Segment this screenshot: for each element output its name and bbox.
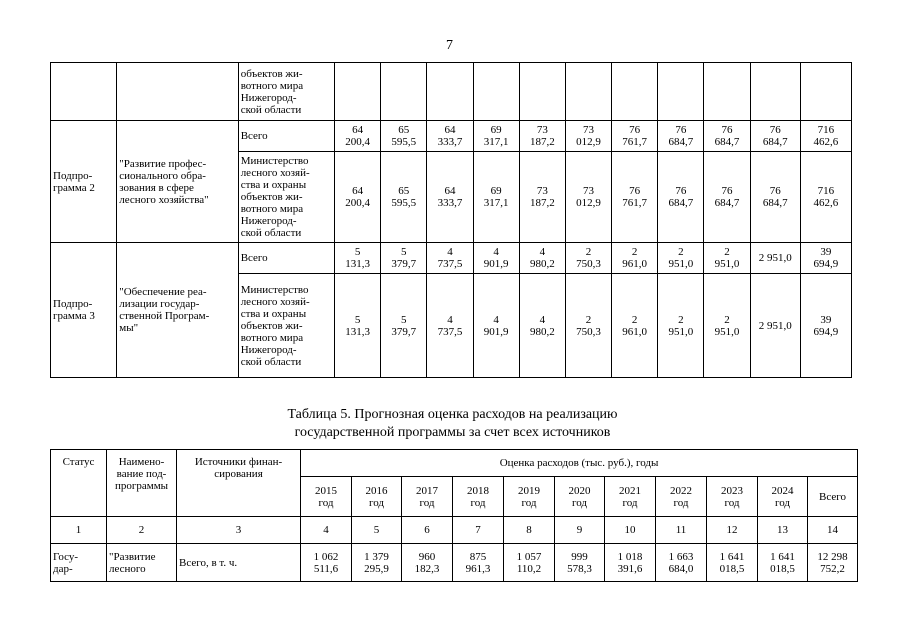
value-cell: 2 951,0 — [750, 243, 800, 274]
column-number: 8 — [504, 517, 555, 544]
value-cell: 5 379,7 — [381, 274, 427, 378]
value-cell: 4 901,9 — [473, 243, 519, 274]
funding-table-continued — [50, 62, 852, 378]
empty-value-cell — [750, 63, 800, 121]
value-cell: 5 131,3 — [335, 274, 381, 378]
value-cell: 76 684,7 — [704, 152, 750, 243]
subprogram-status: Подпро- грамма 3 — [51, 243, 117, 378]
value-cell: 64 333,7 — [427, 121, 473, 152]
table-caption-line-2: государственной программы за счет всех источников — [294, 425, 611, 440]
empty-status-cell — [51, 63, 117, 121]
value-cell: 2 951,0 — [750, 274, 800, 378]
funding-source-cell: Всего — [238, 243, 334, 274]
empty-name-cell — [117, 63, 238, 121]
header-year: 2024 год — [758, 477, 808, 517]
column-number: 9 — [555, 517, 605, 544]
column-number: 5 — [352, 517, 402, 544]
value-cell: 2 951,0 — [658, 274, 704, 378]
column-number: 6 — [402, 517, 453, 544]
value-cell: 76 761,7 — [612, 121, 658, 152]
value-cell: 1 641 018,5 — [707, 544, 758, 582]
header-year: 2016 год — [352, 477, 402, 517]
value-cell: 875 961,3 — [453, 544, 504, 582]
empty-value-cell — [473, 63, 519, 121]
value-cell: 2 951,0 — [704, 274, 750, 378]
value-cell: 5 379,7 — [381, 243, 427, 274]
value-cell: 2 961,0 — [612, 243, 658, 274]
value-cell: 39 694,9 — [800, 243, 851, 274]
funding-source-cell: Министерство лесного хозяй- ства и охраны объектов жи- вотного мира Нижегород- ской области — [238, 152, 334, 243]
subprogram-name: "Развитие профес- сионального обра- зования в сфере лесного хозяйства" — [117, 121, 238, 243]
empty-value-cell — [335, 63, 381, 121]
value-cell: 4 980,2 — [519, 243, 565, 274]
value-cell: 76 761,7 — [612, 152, 658, 243]
header-estimate: Оценка расходов (тыс. руб.), годы — [301, 450, 858, 477]
header-year: Всего — [808, 477, 858, 517]
value-cell: 76 684,7 — [750, 121, 800, 152]
value-cell: 2 750,3 — [565, 243, 611, 274]
value-cell: 716 462,6 — [800, 121, 851, 152]
column-number: 12 — [707, 517, 758, 544]
header-funding-sources: Источники финан- сирования — [177, 450, 301, 517]
subprogram-status: Подпро- грамма 2 — [51, 121, 117, 243]
funding-source-cell: Всего — [238, 121, 334, 152]
value-cell: 1 062 511,6 — [301, 544, 352, 582]
header-year: 2022 год — [656, 477, 707, 517]
value-cell: 1 057 110,2 — [504, 544, 555, 582]
row-name: "Развитие лесного — [107, 544, 177, 582]
value-cell: 65 595,5 — [381, 121, 427, 152]
value-cell: 76 684,7 — [750, 152, 800, 243]
value-cell: 12 298 752,2 — [808, 544, 858, 582]
value-cell: 64 200,4 — [335, 121, 381, 152]
value-cell: 1 018 391,6 — [605, 544, 656, 582]
header-subprogram-name: Наимено- вание под- программы — [107, 450, 177, 517]
value-cell: 73 187,2 — [519, 152, 565, 243]
value-cell: 73 012,9 — [565, 121, 611, 152]
empty-value-cell — [612, 63, 658, 121]
header-year: 2020 год — [555, 477, 605, 517]
row-source: Всего, в т. ч. — [177, 544, 301, 582]
funding-source-cell: объектов жи- вотного мира Нижегород- ской области — [238, 63, 334, 121]
value-cell: 76 684,7 — [704, 121, 750, 152]
value-cell: 999 578,3 — [555, 544, 605, 582]
column-number: 3 — [177, 517, 301, 544]
value-cell: 4 737,5 — [427, 243, 473, 274]
value-cell: 4 901,9 — [473, 274, 519, 378]
column-number: 11 — [656, 517, 707, 544]
funding-source-cell: Министерство лесного хозяй- ства и охраны объектов жи- вотного мира Нижегород- ской области — [238, 274, 334, 378]
header-year: 2021 год — [605, 477, 656, 517]
forecast-table — [50, 449, 858, 582]
value-cell: 2 961,0 — [612, 274, 658, 378]
empty-value-cell — [565, 63, 611, 121]
value-cell: 2 951,0 — [704, 243, 750, 274]
value-cell: 1 663 684,0 — [656, 544, 707, 582]
header-year: 2018 год — [453, 477, 504, 517]
header-year: 2017 год — [402, 477, 453, 517]
value-cell: 69 317,1 — [473, 121, 519, 152]
value-cell: 65 595,5 — [381, 152, 427, 243]
value-cell: 2 750,3 — [565, 274, 611, 378]
value-cell: 5 131,3 — [335, 243, 381, 274]
row-status: Госу- дар- — [51, 544, 107, 582]
column-number: 10 — [605, 517, 656, 544]
value-cell: 64 200,4 — [335, 152, 381, 243]
empty-value-cell — [658, 63, 704, 121]
value-cell: 76 684,7 — [658, 121, 704, 152]
table-caption-line-1: Таблица 5. Прогнозная оценка расходов на реализацию — [287, 407, 618, 422]
value-cell: 76 684,7 — [658, 152, 704, 243]
value-cell: 39 694,9 — [800, 274, 851, 378]
empty-value-cell — [704, 63, 750, 121]
column-number: 13 — [758, 517, 808, 544]
column-number: 14 — [808, 517, 858, 544]
header-year: 2023 год — [707, 477, 758, 517]
header-status: Статус — [51, 450, 107, 517]
page-number: 7 — [446, 38, 453, 53]
value-cell: 716 462,6 — [800, 152, 851, 243]
value-cell: 1 379 295,9 — [352, 544, 402, 582]
subprogram-name: "Обеспечение реа- лизации государ- ственной Програм- мы" — [117, 243, 238, 378]
header-year: 2015 год — [301, 477, 352, 517]
value-cell: 1 641 018,5 — [758, 544, 808, 582]
value-cell: 73 012,9 — [565, 152, 611, 243]
empty-value-cell — [519, 63, 565, 121]
column-number: 7 — [453, 517, 504, 544]
value-cell: 69 317,1 — [473, 152, 519, 243]
value-cell: 64 333,7 — [427, 152, 473, 243]
column-number: 1 — [51, 517, 107, 544]
empty-value-cell — [800, 63, 851, 121]
value-cell: 4 737,5 — [427, 274, 473, 378]
empty-value-cell — [381, 63, 427, 121]
header-year: 2019 год — [504, 477, 555, 517]
value-cell: 2 951,0 — [658, 243, 704, 274]
column-number: 2 — [107, 517, 177, 544]
value-cell: 73 187,2 — [519, 121, 565, 152]
value-cell: 4 980,2 — [519, 274, 565, 378]
value-cell: 960 182,3 — [402, 544, 453, 582]
column-number: 4 — [301, 517, 352, 544]
empty-value-cell — [427, 63, 473, 121]
